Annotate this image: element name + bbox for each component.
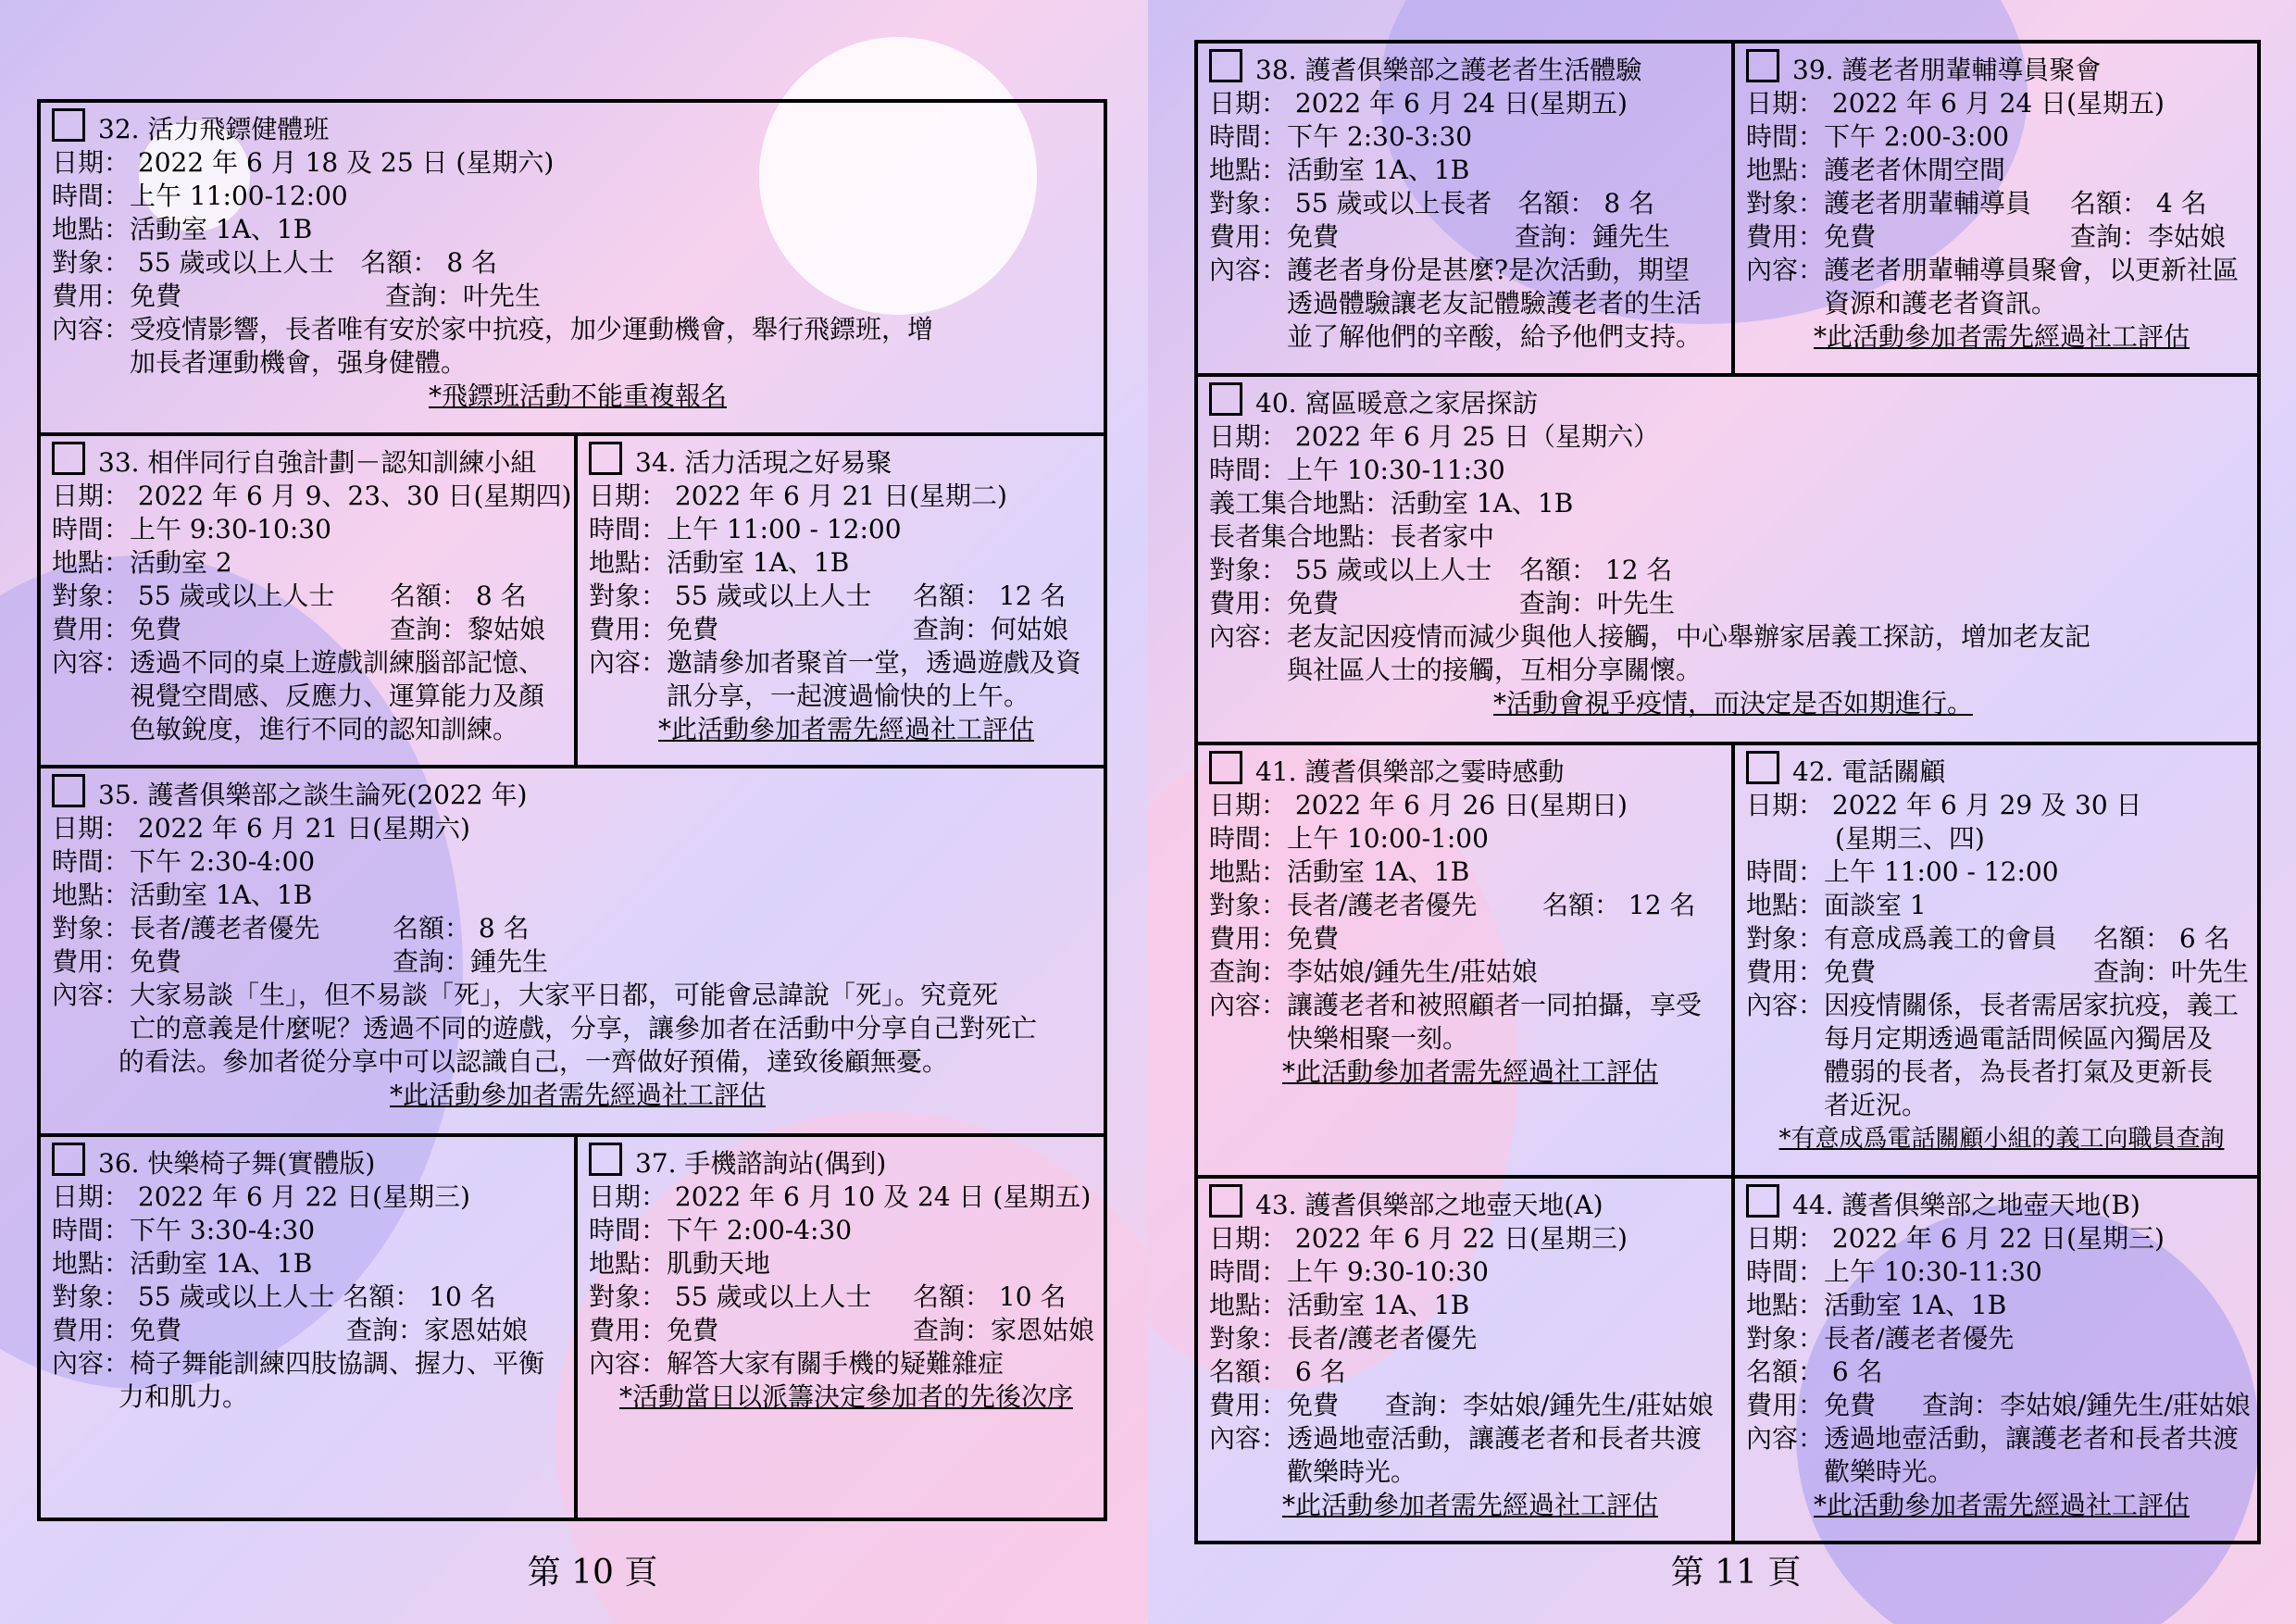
activity-fee: 費用：免費 bbox=[1209, 588, 1340, 618]
activity-time: 時間：上午 9:30-10:30 bbox=[52, 514, 331, 544]
page-number: 第 11 頁 bbox=[1670, 1554, 1802, 1592]
activity-title: 34. 活力活現之好易聚 bbox=[635, 447, 892, 478]
activity-38 bbox=[1198, 44, 1731, 373]
activity-content: 並了解他們的辛酸，給予他們支持。 bbox=[1287, 321, 1703, 352]
right-activity-grid bbox=[1194, 40, 2261, 1544]
activity-fee: 費用：免費 bbox=[52, 281, 182, 311]
activity-date: 日期： 2022 年 6 月 24 日(星期五) bbox=[1209, 88, 1628, 119]
activity-35 bbox=[41, 768, 1104, 1133]
activity-enquiry: 查詢：叶先生 bbox=[2093, 956, 2250, 987]
register-checkbox[interactable] bbox=[1746, 751, 1779, 784]
activity-title: 44. 護耆俱樂部之地壺天地(B) bbox=[1792, 1190, 2140, 1220]
activity-33 bbox=[41, 436, 574, 766]
activity-content: 的看法。參加者從分享中可以認識自己，一齊做好預備，達致後顧無憂。 bbox=[119, 1046, 949, 1077]
activity-42 bbox=[1735, 745, 2257, 1175]
activity-content: 歡樂時光。 bbox=[1287, 1456, 1417, 1487]
activity-36 bbox=[41, 1137, 574, 1521]
activity-date: 日期： 2022 年 6 月 29 及 30 日 bbox=[1746, 790, 2142, 820]
activity-place: 地點：活動室 1A、1B bbox=[1746, 1290, 2007, 1320]
activity-place: 地點：活動室 1A、1B bbox=[1209, 155, 1470, 185]
activity-quota: 名額： 6 名 bbox=[2093, 923, 2230, 954]
activity-content: 訊分享，一起渡過愉快的上午。 bbox=[667, 681, 1030, 711]
activity-content: 內容：護老者身份是甚麼?是次活動，期望 bbox=[1209, 255, 1691, 285]
activity-note: *此活動參加者需先經過社工評估 bbox=[657, 714, 1034, 744]
activity-date: 日期： 2022 年 6 月 9、23、30 日(星期四) bbox=[52, 481, 572, 511]
activity-target: 對象： 55 歲或以上人士 bbox=[1209, 555, 1492, 585]
activity-fee: 費用：免費 bbox=[589, 614, 719, 644]
activity-place: 地點：活動室 2 bbox=[52, 547, 232, 578]
activity-fee: 費用：免費 bbox=[1209, 221, 1340, 252]
activity-note: *此活動參加者需先經過社工評估 bbox=[1281, 1056, 1658, 1087]
page-number: 第 10 頁 bbox=[527, 1554, 658, 1592]
activity-target: 對象： 55 歲或以上長者 名額： 8 名 bbox=[1209, 188, 1655, 219]
activity-place: 地點：肌動天地 bbox=[589, 1248, 771, 1279]
activity-32 bbox=[41, 103, 1104, 432]
activity-time: 時間：上午 11:00 - 12:00 bbox=[1746, 856, 2059, 887]
register-checkbox[interactable] bbox=[52, 442, 85, 475]
activity-34 bbox=[578, 436, 1104, 766]
activity-content: 者近況。 bbox=[1824, 1090, 1928, 1120]
activity-note: *此活動參加者需先經過社工評估 bbox=[1813, 321, 2190, 352]
activity-date: 日期： 2022 年 6 月 24 日(星期五) bbox=[1746, 88, 2165, 119]
register-checkbox[interactable] bbox=[1209, 49, 1242, 82]
activity-place: 地點：活動室 1A、1B bbox=[52, 880, 313, 910]
activity-title: 35. 護耆俱樂部之談生論死(2022 年) bbox=[98, 780, 528, 810]
activity-content: 體弱的長者，為長者打氣及更新長 bbox=[1824, 1056, 2214, 1087]
activity-title: 36. 快樂椅子舞(實體版) bbox=[98, 1148, 376, 1179]
activity-content: 與社區人士的接觸，互相分享關懷。 bbox=[1287, 655, 1703, 685]
activity-enquiry: 查詢：叶先生 bbox=[385, 281, 542, 311]
activity-quota: 名額： 6 名 bbox=[1209, 1356, 1346, 1387]
activity-title: 41. 護耆俱樂部之霎時感動 bbox=[1255, 756, 1565, 787]
activity-note: *此活動參加者需先經過社工評估 bbox=[1813, 1490, 2190, 1520]
register-checkbox[interactable] bbox=[1209, 382, 1242, 416]
activity-target: 對象：長者/護老者優先 bbox=[1209, 890, 1478, 920]
activity-weekday: (星期三、四) bbox=[1835, 823, 1985, 854]
activity-content: 色敏銳度，進行不同的認知訓練。 bbox=[130, 714, 519, 744]
activity-content: 內容：大家易談「生」，但不易談「死」，大家平日都，可能會忌諱說「死」。究竟死 bbox=[52, 980, 999, 1010]
activity-quota: 名額： 4 名 bbox=[2070, 188, 2207, 219]
activity-39 bbox=[1735, 44, 2257, 373]
activity-title: 33. 相伴同行自強計劃－認知訓練小組 bbox=[98, 447, 537, 478]
activity-date: 日期： 2022 年 6 月 22 日(星期三) bbox=[1746, 1223, 2165, 1254]
activity-content: 每月定期透過電話問候區內獨居及 bbox=[1824, 1023, 2214, 1054]
activity-fee: 費用：免費 bbox=[1746, 1390, 1877, 1420]
activity-fee: 費用：免費 bbox=[52, 614, 182, 644]
activity-date: 日期： 2022 年 6 月 22 日(星期三) bbox=[1209, 1223, 1628, 1254]
activity-note: *活動當日以派籌決定參加者的先後次序 bbox=[618, 1381, 1073, 1412]
activity-content: 內容：讓護老者和被照顧者一同拍攝，享受 bbox=[1209, 990, 1703, 1020]
activity-enquiry: 查詢：鍾先生 bbox=[1515, 221, 1671, 252]
activity-fee: 費用：免費 bbox=[52, 946, 182, 977]
activity-place: 地點：面談室 1 bbox=[1746, 890, 1927, 920]
activity-quota: 名額： 10 名 bbox=[913, 1281, 1067, 1312]
activity-fee: 費用：免費 bbox=[1209, 923, 1340, 954]
activity-target: 對象： 55 歲或以上人士 bbox=[589, 581, 872, 611]
register-checkbox[interactable] bbox=[52, 774, 85, 807]
left-activity-grid bbox=[37, 99, 1107, 1521]
activity-quota: 名額： 8 名 bbox=[393, 913, 530, 943]
activity-date: 日期： 2022 年 6 月 26 日(星期日) bbox=[1209, 790, 1628, 820]
activity-content: 內容：透過地壺活動，讓護老者和長者共渡 bbox=[1209, 1423, 1703, 1454]
activity-43 bbox=[1198, 1179, 1731, 1544]
activity-enquiry: 查詢：家恩姑娘 bbox=[913, 1315, 1095, 1345]
activity-content: 內容：解答大家有關手機的疑難雜症 bbox=[589, 1348, 1004, 1379]
activity-title: 40. 窩區暖意之家居探訪 bbox=[1255, 388, 1539, 418]
activity-date: 日期： 2022 年 6 月 10 及 24 日 (星期五) bbox=[589, 1181, 1092, 1212]
activity-time: 時間：下午 2:00-3:00 bbox=[1746, 121, 2010, 152]
activity-title: 38. 護耆俱樂部之護老者生活體驗 bbox=[1255, 55, 1642, 85]
activity-note: *活動會視乎疫情，而決定是否如期進行。 bbox=[1492, 688, 1973, 718]
activity-time: 時間：下午 2:00-4:30 bbox=[589, 1215, 853, 1245]
activity-content: 內容：因疫情關係，長者需居家抗疫，義工 bbox=[1746, 990, 2240, 1020]
activity-place: 地點：活動室 1A、1B bbox=[1209, 856, 1470, 887]
activity-target: 對象：有意成爲義工的會員 bbox=[1746, 923, 2058, 954]
activity-enquiry: 查詢：鍾先生 bbox=[393, 946, 549, 977]
activity-note: *此活動參加者需先經過社工評估 bbox=[1281, 1490, 1658, 1520]
activity-fee: 費用：免費 bbox=[52, 1315, 182, 1345]
activity-enquiry: 查詢：李姑娘/鍾先生/莊姑娘 bbox=[1385, 1390, 1714, 1420]
activity-fee: 費用：免費 bbox=[1209, 1390, 1340, 1420]
activity-date: 日期： 2022 年 6 月 21 日(星期六) bbox=[52, 813, 470, 843]
activity-place: 地點：活動室 1A、1B bbox=[589, 547, 850, 578]
activity-content: 內容：椅子舞能訓練四肢協調、握力、平衡 bbox=[52, 1348, 545, 1379]
activity-fee: 費用：免費 bbox=[1746, 221, 1877, 252]
activity-title: 39. 護老者朋輩輔導員聚會 bbox=[1792, 55, 2102, 85]
activity-date: 日期： 2022 年 6 月 22 日(星期三) bbox=[52, 1181, 470, 1212]
activity-place: 地點：活動室 1A、1B bbox=[52, 1248, 313, 1279]
activity-place: 地點：活動室 1A、1B bbox=[1209, 1290, 1470, 1320]
activity-target: 對象： 55 歲或以上人士 bbox=[589, 1281, 872, 1312]
activity-title: 43. 護耆俱樂部之地壺天地(A) bbox=[1255, 1190, 1603, 1220]
activity-content: 亡的意義是什麼呢？透過不同的遊戲，分享，讓參加者在活動中分享自己對死亡 bbox=[130, 1013, 1038, 1043]
activity-date: 日期： 2022 年 6 月 21 日(星期二) bbox=[589, 481, 1007, 511]
activity-note: *此活動參加者需先經過社工評估 bbox=[389, 1080, 766, 1110]
register-checkbox[interactable] bbox=[589, 1143, 622, 1176]
activity-time: 時間：下午 2:30-3:30 bbox=[1209, 121, 1473, 152]
activity-date: 日期： 2022 年 6 月 25 日（星期六） bbox=[1209, 421, 1660, 452]
activity-enquiry: 查詢：叶先生 bbox=[1519, 588, 1676, 618]
activity-content: 內容：透過地壺活動，讓護老者和長者共渡 bbox=[1746, 1423, 2240, 1454]
activity-enquiry: 查詢：李姑娘/鍾先生/莊姑娘 bbox=[1922, 1390, 2251, 1420]
activity-time: 時間：下午 2:30-4:00 bbox=[52, 846, 316, 877]
activity-content: 加長者運動機會，强身健體。 bbox=[130, 347, 468, 378]
activity-enquiry: 查詢：家恩姑娘 bbox=[346, 1315, 529, 1345]
activity-title: 37. 手機諮詢站(偶到) bbox=[635, 1148, 887, 1179]
activity-time: 時間：上午 9:30-10:30 bbox=[1209, 1256, 1489, 1287]
activity-target: 對象：長者/護老者優先 bbox=[52, 913, 320, 943]
activity-37 bbox=[578, 1137, 1104, 1521]
activity-time: 時間：上午 10:00-1:00 bbox=[1209, 823, 1489, 854]
activity-quota: 名額： 8 名 bbox=[390, 581, 527, 611]
activity-fee: 費用：免費 bbox=[589, 1315, 719, 1345]
activity-quota: 名額： 12 名 bbox=[1542, 890, 1696, 920]
volunteer-meeting-place: 義工集合地點：活動室 1A、1B bbox=[1209, 488, 1574, 518]
activity-content: 內容：老友記因疫情而減少與他人接觸，中心舉辦家居義工探訪，增加老友記 bbox=[1209, 621, 2091, 652]
activity-title: 42. 電話關顧 bbox=[1792, 756, 1946, 787]
activity-note: *有意成爲電話關顧小組的義工向職員查詢 bbox=[1778, 1125, 2225, 1153]
activity-enquiry: 查詢：黎姑娘 bbox=[390, 614, 546, 644]
activity-time: 時間：上午 10:30-11:30 bbox=[1746, 1256, 2042, 1287]
activity-note: *飛鏢班活動不能重複報名 bbox=[428, 381, 727, 411]
activity-time: 時間：上午 11:00 - 12:00 bbox=[589, 514, 902, 544]
activity-enquiry: 查詢：李姑娘/鍾先生/莊姑娘 bbox=[1209, 956, 1538, 987]
activity-fee: 費用：免費 bbox=[1746, 956, 1877, 987]
register-checkbox[interactable] bbox=[1746, 49, 1779, 82]
activity-target: 對象：護老者朋輩輔導員 bbox=[1746, 188, 2032, 219]
activity-content: 歡樂時光。 bbox=[1824, 1456, 1954, 1487]
activity-content: 力和肌力。 bbox=[119, 1381, 249, 1412]
activity-content: 透過體驗讓老友記體驗護老者的生活 bbox=[1287, 288, 1703, 319]
activity-time: 時間：下午 3:30-4:30 bbox=[52, 1215, 316, 1245]
activity-target: 對象： 55 歲或以上人士 名額： 8 名 bbox=[52, 247, 498, 278]
activity-content: 資源和護老者資訊。 bbox=[1824, 288, 2058, 319]
activity-time: 時間：上午 10:30-11:30 bbox=[1209, 455, 1505, 485]
register-checkbox[interactable] bbox=[1209, 1184, 1242, 1218]
activity-quota: 名額： 12 名 bbox=[913, 581, 1067, 611]
register-checkbox[interactable] bbox=[589, 442, 622, 475]
activity-title: 32. 活力飛鏢健體班 bbox=[98, 114, 330, 144]
activity-content: 內容：受疫情影響，長者唯有安於家中抗疫，加少運動機會，舉行飛鏢班，增 bbox=[52, 314, 934, 344]
activity-place: 地點：護老者休閒空間 bbox=[1746, 155, 2006, 185]
register-checkbox[interactable] bbox=[1209, 751, 1242, 784]
activity-content: 視覺空間感、反應力、運算能力及顏 bbox=[130, 681, 545, 711]
activity-content: 內容：護老者朋輩輔導員聚會，以更新社區 bbox=[1746, 255, 2240, 285]
activity-content: 快樂相聚一刻。 bbox=[1287, 1023, 1469, 1054]
activity-target: 對象：長者/護老者優先 bbox=[1746, 1323, 2015, 1354]
elder-meeting-place: 長者集合地點：長者家中 bbox=[1209, 521, 1495, 552]
activity-44 bbox=[1735, 1179, 2257, 1544]
activity-place: 地點：活動室 1A、1B bbox=[52, 214, 313, 244]
activity-target: 對象： 55 歲或以上人士 bbox=[52, 581, 335, 611]
register-checkbox[interactable] bbox=[52, 108, 85, 142]
activity-time: 時間：上午 11:00-12:00 bbox=[52, 181, 348, 211]
activity-target: 對象： 55 歲或以上人士 名額： 10 名 bbox=[52, 1281, 496, 1312]
activity-target: 對象：長者/護老者優先 bbox=[1209, 1323, 1478, 1354]
activity-enquiry: 查詢：李姑娘 bbox=[2070, 221, 2227, 252]
activity-content: 內容：透過不同的桌上遊戲訓練腦部記憶、 bbox=[52, 647, 545, 678]
activity-41 bbox=[1198, 745, 1731, 1175]
register-checkbox[interactable] bbox=[52, 1143, 85, 1176]
activity-date: 日期： 2022 年 6 月 18 及 25 日 (星期六) bbox=[52, 147, 555, 178]
activity-40 bbox=[1198, 377, 2257, 742]
activity-enquiry: 查詢：何姑娘 bbox=[913, 614, 1069, 644]
activity-quota: 名額： 6 名 bbox=[1746, 1356, 1883, 1387]
register-checkbox[interactable] bbox=[1746, 1184, 1779, 1218]
activity-content: 內容：邀請參加者聚首一堂，透過遊戲及資 bbox=[589, 647, 1082, 678]
activity-quota: 名額： 12 名 bbox=[1519, 555, 1673, 585]
